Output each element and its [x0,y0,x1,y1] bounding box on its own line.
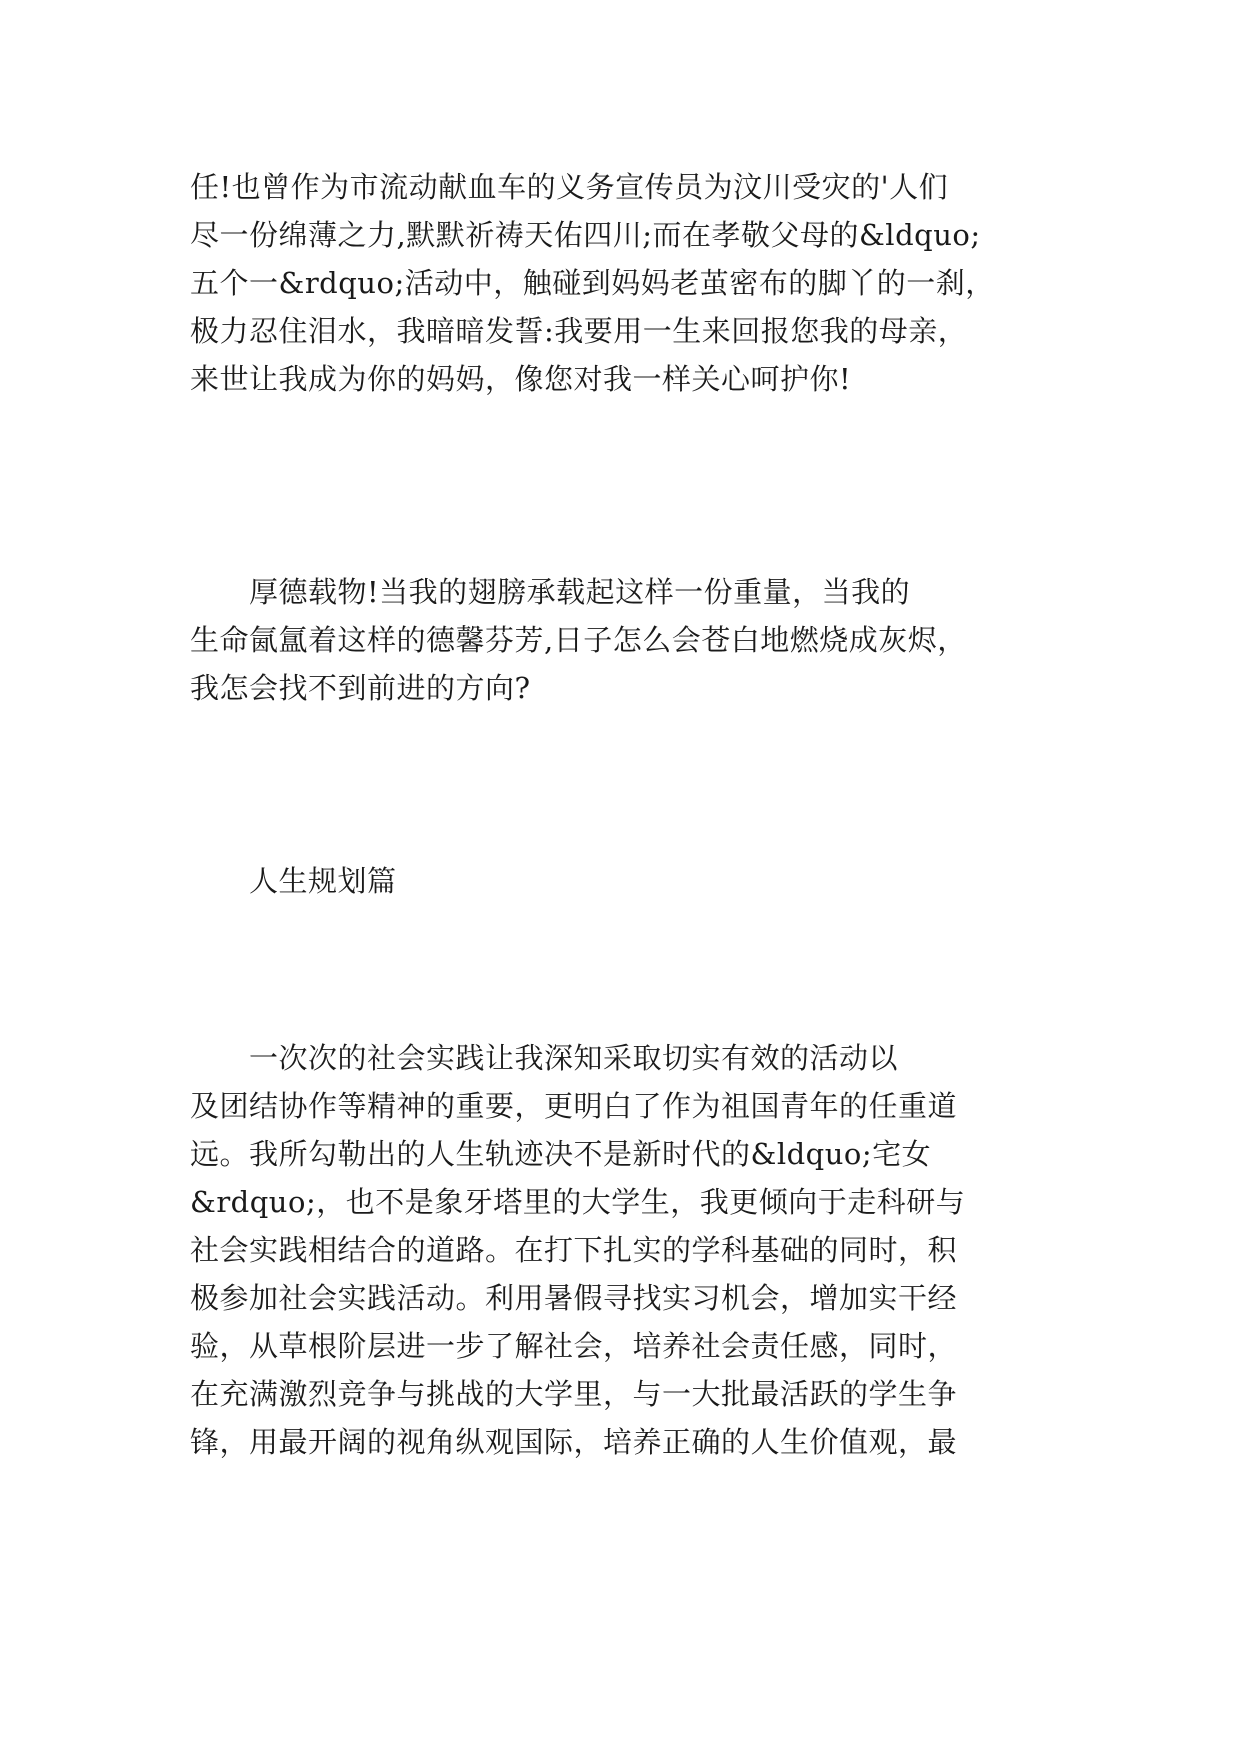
text-line: 极力忍住泪水，我暗暗发誓:我要用一生来回报您我的母亲， [190,314,968,348]
text-line: 来世让我成为你的妈妈，像您对我一样关心呵护你! [190,362,852,396]
text-line: 锋，用最开阔的视角纵观国际，培养正确的人生价值观，最 [190,1425,958,1459]
text-line: 一次次的社会实践让我深知采取切实有效的活动以 [190,1041,899,1075]
text-line: 在充满激烈竞争与挑战的大学里，与一大批最活跃的学生争 [190,1377,958,1411]
text-line: 社会实践相结合的道路。在打下扎实的学科基础的同时，积 [190,1233,958,1267]
text-line: 五个一&rdquo;活动中，触碰到妈妈老茧密布的脚丫的一刹， [190,266,995,300]
paragraph-life-planning [190,1034,1070,1466]
text-line: 生命氤氲着这样的德馨芬芳,日子怎么会苍白地燃烧成灰烬， [190,623,967,657]
paragraph-virtue [190,568,1070,712]
text-line: 远。我所勾勒出的人生轨迹决不是新时代的&ldquo;宅女 [190,1137,932,1171]
section-heading [190,857,1070,905]
text-line: 验，从草根阶层进一步了解社会，培养社会责任感，同时， [190,1329,958,1363]
text-line: 任!也曾作为市流动献血车的义务宣传员为汶川受灾的'人们 [190,170,949,204]
text-line: 厚德载物!当我的翅膀承载起这样一份重量，当我的 [190,575,911,609]
text-line: &rdquo;，也不是象牙塔里的大学生，我更倾向于走科研与 [190,1185,966,1219]
text-line: 及团结协作等精神的重要，更明白了作为祖国青年的任重道 [190,1089,958,1123]
text-line: 尽一份绵薄之力,默默祈祷天佑四川;而在孝敬父母的&ldquo; [190,218,981,252]
text-line: 我怎会找不到前进的方向? [190,671,531,705]
paragraph-blood-donation [190,163,1070,403]
section-heading-text: 人生规划篇 [190,864,397,898]
text-line: 极参加社会实践活动。利用暑假寻找实习机会，增加实干经 [190,1281,958,1315]
